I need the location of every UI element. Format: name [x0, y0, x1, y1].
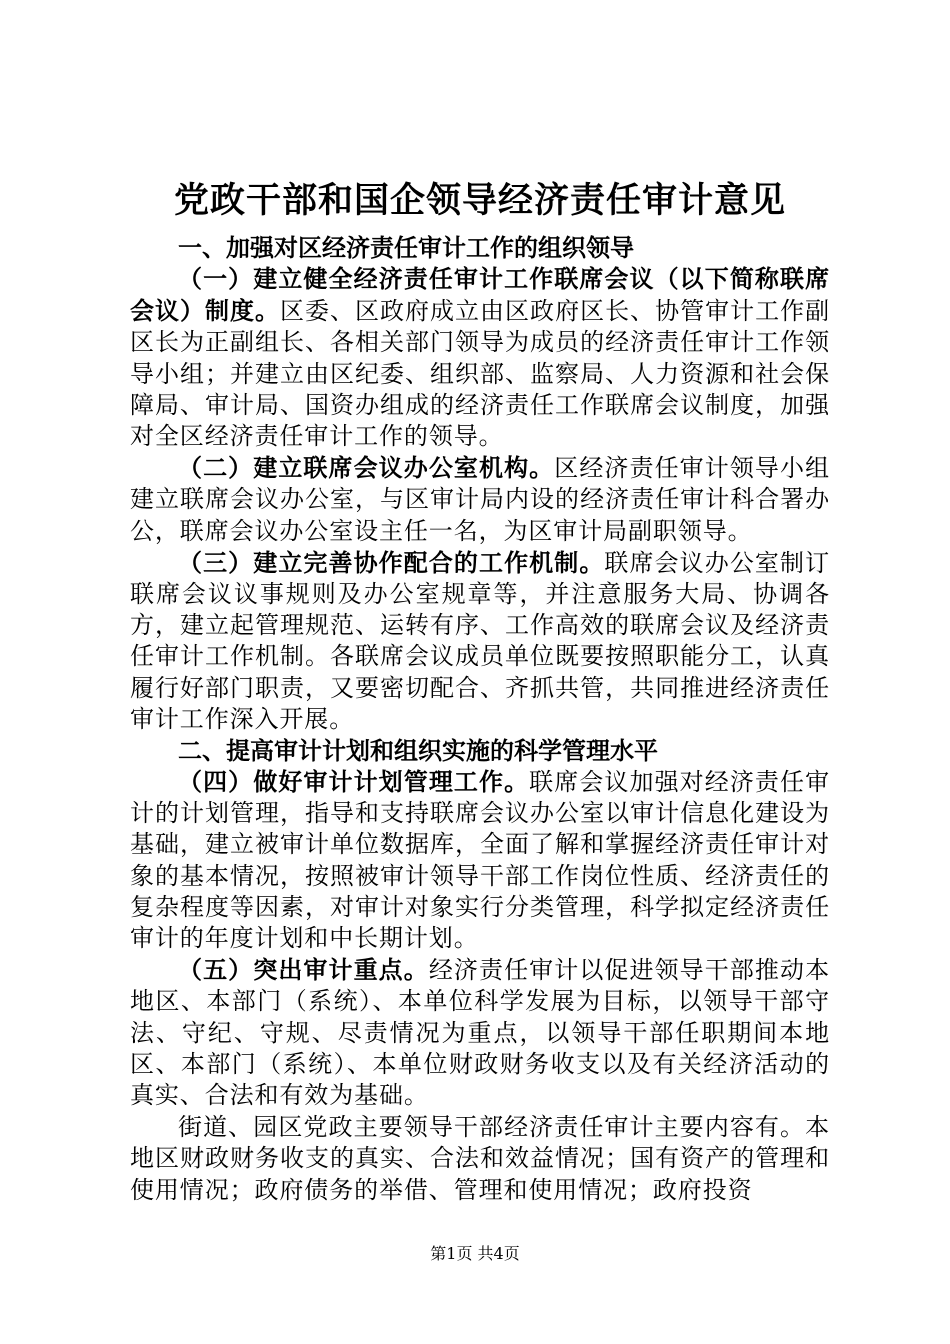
- paragraph-text: 联席会议加强对经济责任审计的计划管理，指导和支持联席会议办公室以审计信息化建设为基础，建立被审计单位数据库，全面了解和掌握经济责任审计对象的基本情况，按照被审计领导干部工作岗位性质、经济责任的复杂程度等因素，对审计对象实行分类管理，科学拟定经济责任审计的年度计划和中长期计划。: [130, 768, 830, 953]
- page-footer: 第1页 共4页: [430, 1244, 520, 1263]
- paragraph-lead: （四）做好审计计划管理工作。: [178, 767, 530, 797]
- paragraph: [130, 452, 830, 547]
- paragraph: [130, 1111, 830, 1206]
- paragraph-text: 联席会议办公室制订联席会议议事规则及办公室规章等，并注意服务大局、协调各方，建立起管理规范、运转有序、工作高效的联席会议及经济责任审计工作机制。各联席会议成员单位既要按照职能分工，认真履行好部门职责，又要密切配合、齐抓共管，共同推进经济责任审计工作深入开展。: [130, 548, 830, 733]
- document-title: 党政干部和国企领导经济责任审计意见: [173, 180, 786, 221]
- section-1: [130, 232, 830, 735]
- paragraph: [130, 263, 830, 452]
- paragraph: [130, 954, 830, 1111]
- paragraph: [130, 547, 830, 735]
- section-2: [130, 735, 830, 1206]
- document-page: [130, 180, 830, 1206]
- section-heading: 一、加强对区经济责任审计工作的组织领导: [178, 233, 634, 262]
- paragraph: [130, 766, 830, 954]
- paragraph-lead: （五）突出审计重点。: [178, 955, 429, 985]
- paragraph-text: 经济责任审计以促进领导干部推动本地区、本部门（系统）、本单位科学发展为目标，以领导干部守法、守纪、守规、尽责情况为重点，以领导干部任职期间本地区、本部门（系统）、本单位财政财务收支以及有关经济活动的真实、合法和有效为基础。: [130, 956, 830, 1110]
- paragraph-text: 街道、园区党政主要领导干部经济责任审计主要内容有。本地区财政财务收支的真实、合法和效益情况；国有资产的管理和使用情况；政府债务的举借、管理和使用情况；政府投资: [130, 1113, 830, 1204]
- section-heading: 二、提高审计计划和组织实施的科学管理水平: [178, 736, 658, 766]
- paragraph-lead: （三）建立完善协作配合的工作机制。: [178, 547, 605, 577]
- paragraph-text: 区经济责任审计领导小组建立联席会议办公室，与区审计局内设的经济责任审计科合署办公，联席会议办公室设主任一名，为区审计局副职领导。: [130, 454, 831, 545]
- paragraph-text: 区委、区政府成立由区政府区长、协管审计工作副区长为正副组长、各相关部门领导为成员的经济责任审计工作领导小组；并建立由区纪委、组织部、监察局、人力资源和社会保障局、审计局、国资办组成的经济责任工作联席会议制度，加强对全区经济责任审计工作的领导。: [130, 297, 830, 451]
- paragraph-lead: （二）建立联席会议办公室机构。: [178, 453, 555, 483]
- paragraph-lead: （一）建立健全经济责任审计工作联席会议（以下简称联席会议）制度。: [130, 264, 830, 326]
